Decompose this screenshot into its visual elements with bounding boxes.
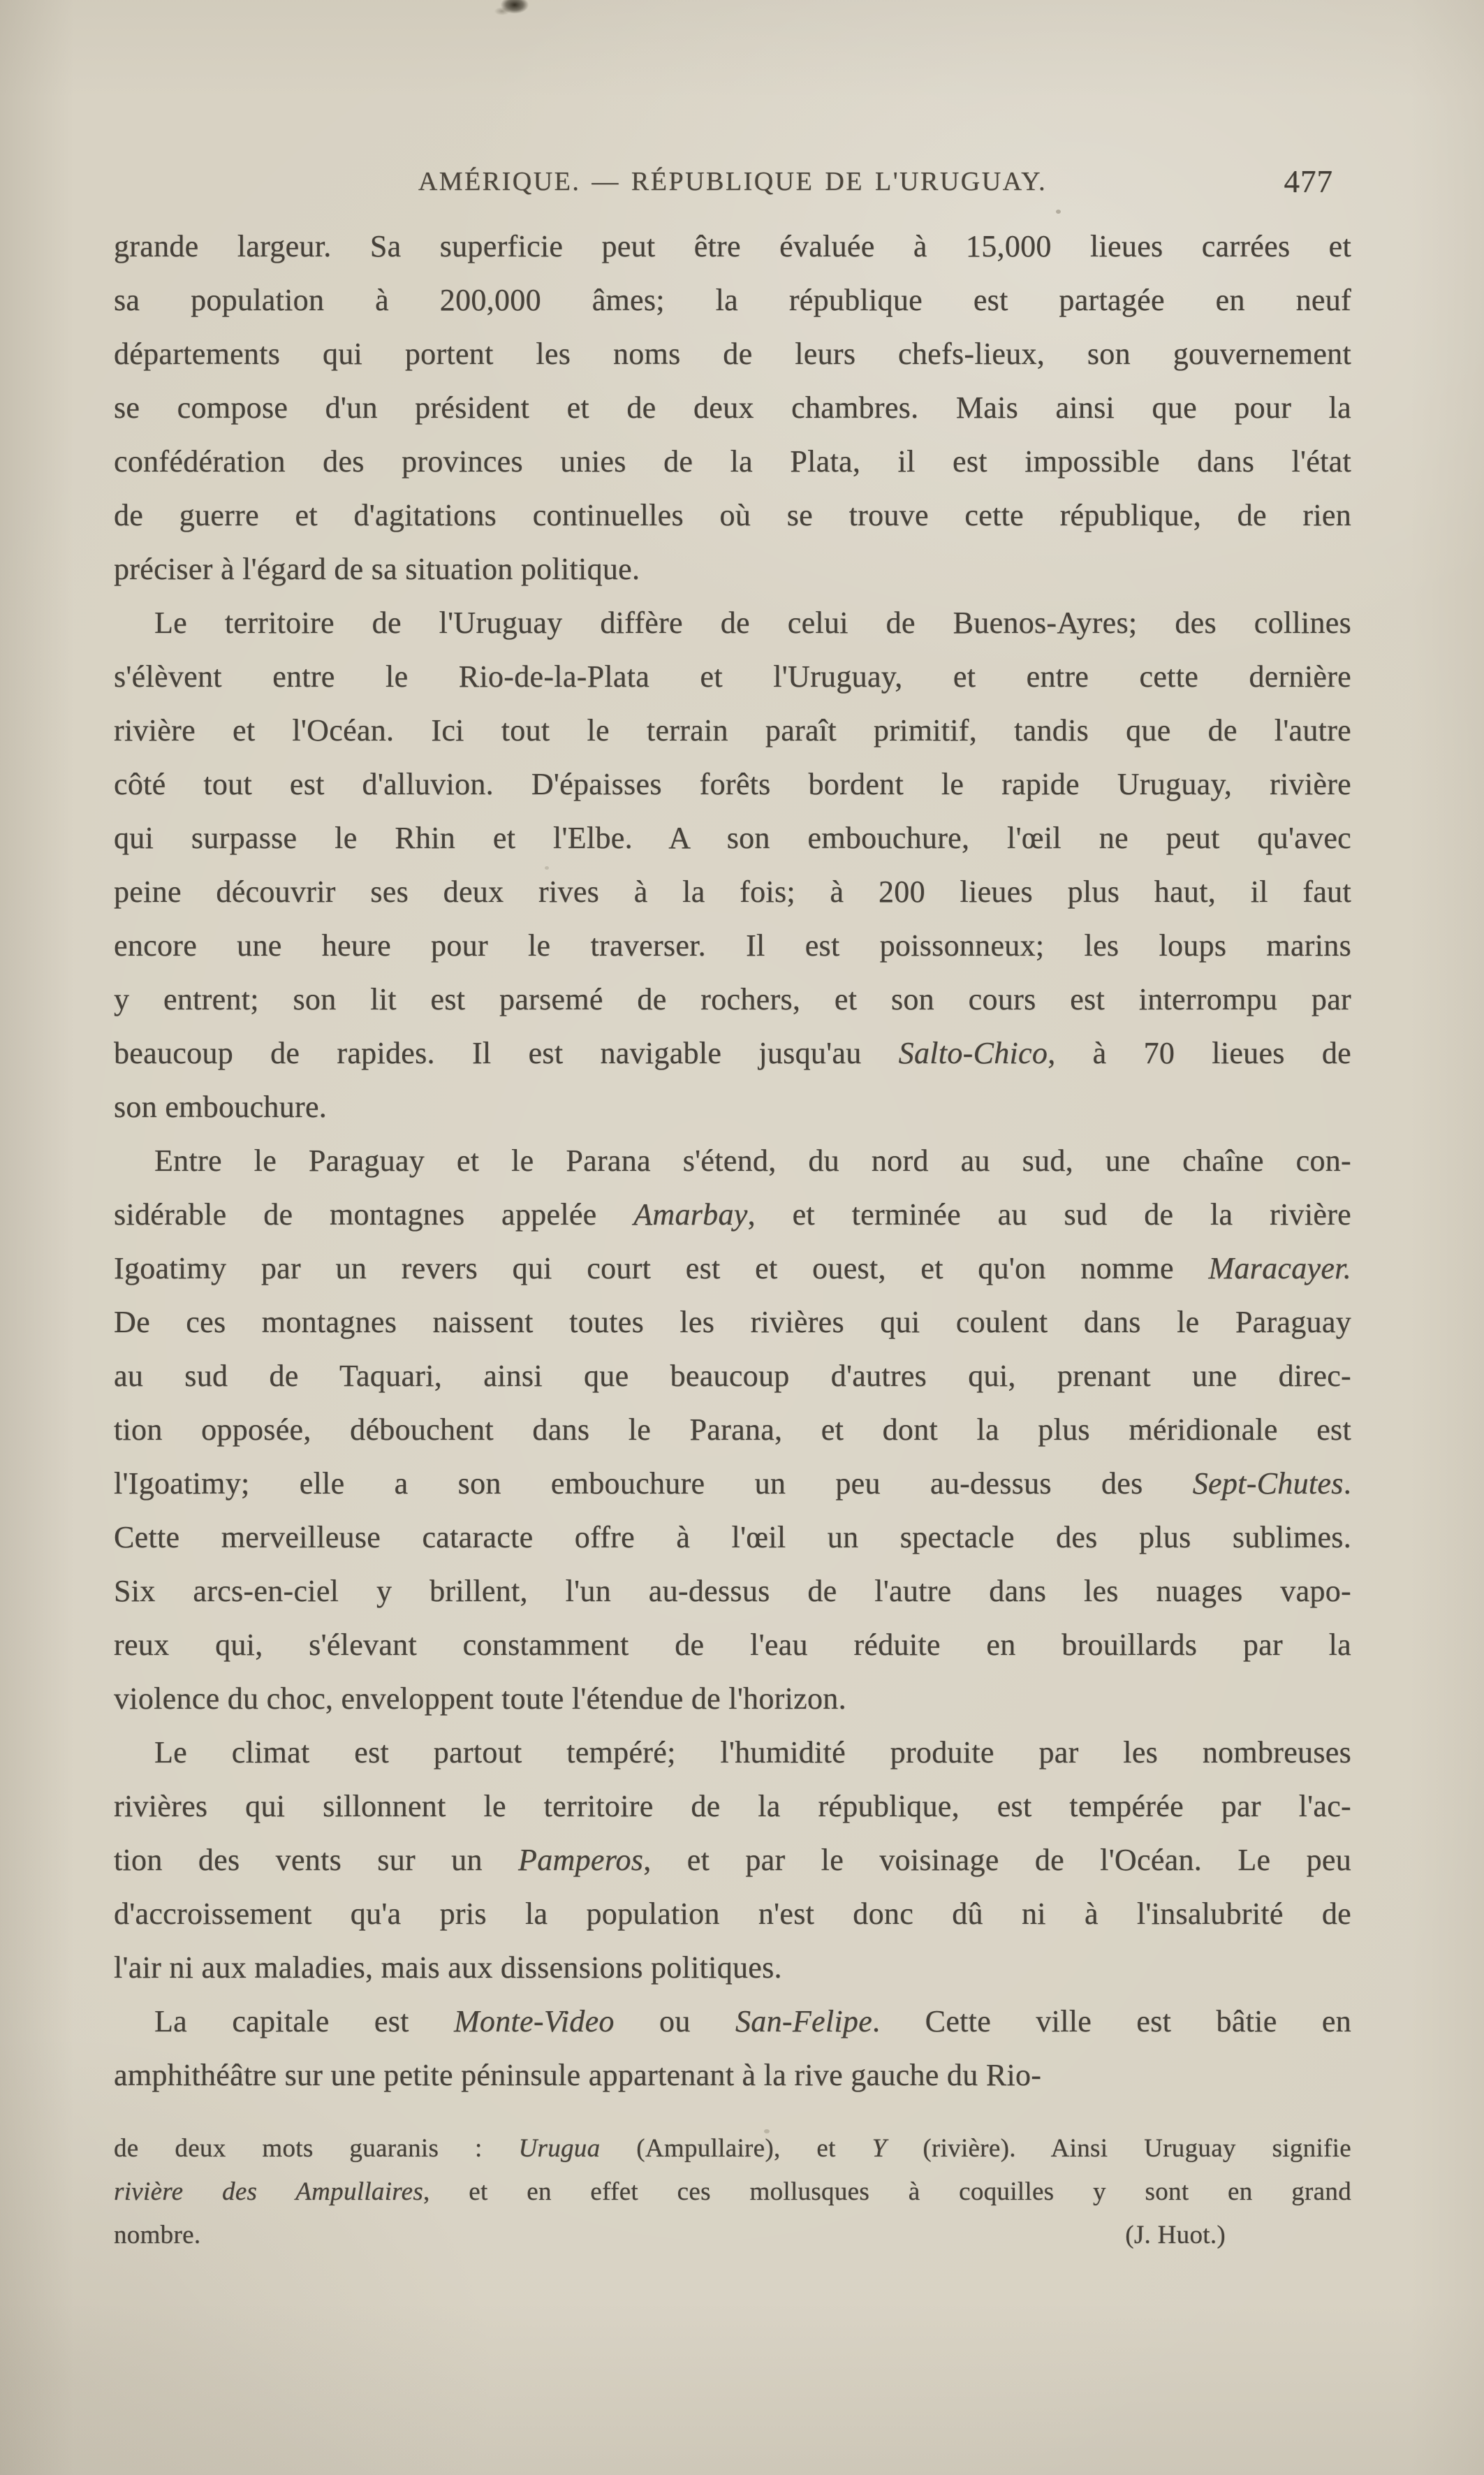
italic-text-run: rivière des Ampullaires xyxy=(114,2177,424,2206)
text-line xyxy=(114,865,1351,919)
text-run: , et en effet ces mollusques à coquilles y sont en grand xyxy=(423,2177,1351,2206)
text-run: De ces montagnes naissent toutes les rivières qui coulent dans le Paraguay xyxy=(114,1305,1351,1339)
text-line xyxy=(114,1080,1351,1134)
text-run: s'élèvent entre le Rio-de-la-Plata et l'Uruguay, et entre cette dernière xyxy=(114,659,1351,694)
text-line xyxy=(114,1672,1351,1725)
text-line xyxy=(114,757,1351,811)
text-run: nombre. xyxy=(114,2221,201,2249)
text-run: ou xyxy=(614,2004,735,2038)
text-line xyxy=(114,1510,1351,1564)
text-line xyxy=(114,1403,1351,1456)
text-line xyxy=(114,1779,1351,1833)
text-line xyxy=(114,435,1351,488)
footnote-attribution: (J. Huot.) xyxy=(1125,2221,1226,2249)
text-run: d'accroissement qu'a pris la population n'est donc dû ni à l'insalubrité de xyxy=(114,1897,1351,1931)
text-line xyxy=(114,1295,1351,1349)
text-run: tion opposée, débouchent dans le Parana, et dont la plus méridionale est xyxy=(114,1412,1351,1447)
text-run: encore une heure pour le traverser. Il est poissonneux; les loups marins xyxy=(114,928,1351,963)
italic-text-run: Maracayer. xyxy=(1208,1251,1351,1285)
text-line xyxy=(114,1725,1351,1779)
text-run: l'Igoatimy; elle a son embouchure un peu au-dessus des xyxy=(114,1466,1193,1501)
text-run: beaucoup de rapides. Il est navigable jusqu'au xyxy=(114,1036,899,1070)
italic-text-run: Y xyxy=(872,2134,887,2163)
text-line xyxy=(114,1833,1351,1887)
footnote xyxy=(114,2127,1351,2257)
text-line xyxy=(114,1134,1351,1188)
text-line xyxy=(114,972,1351,1026)
text-line xyxy=(114,488,1351,542)
footnote-line xyxy=(114,2214,1351,2257)
text-line xyxy=(114,542,1351,596)
italic-text-run: Urugua xyxy=(518,2134,601,2163)
text-run: amphithéâtre sur une petite péninsule appartenant à la rive gauche du Rio- xyxy=(114,2058,1042,2092)
text-run: peine découvrir ses deux rives à la fois; à 200 lieues plus haut, il faut xyxy=(114,875,1351,909)
text-line xyxy=(114,703,1351,757)
text-line xyxy=(114,219,1351,273)
ink-blot-artifact xyxy=(496,0,534,17)
paragraph xyxy=(114,596,1351,1134)
text-run: se compose d'un président et de deux chambres. Mais ainsi que pour la xyxy=(114,390,1351,425)
running-title: AMÉRIQUE. — RÉPUBLIQUE DE L'URUGUAY. xyxy=(418,167,1048,196)
page-header xyxy=(114,162,1351,201)
text-line xyxy=(114,1188,1351,1241)
text-run: reux qui, s'élevant constamment de l'eau réduite en brouillards par la xyxy=(114,1628,1351,1662)
text-line xyxy=(114,381,1351,435)
italic-text-run: Pamperos xyxy=(518,1843,644,1877)
text-run: rivières qui sillonnent le territoire de la république, est tempérée par l'ac- xyxy=(114,1789,1351,1823)
text-line xyxy=(114,1887,1351,1941)
text-run: . Cette ville est bâtie en xyxy=(872,2004,1351,2038)
text-run: Igoatimy par un revers qui court est et ouest, et qu'on nomme xyxy=(114,1251,1209,1285)
footnote-line xyxy=(114,2170,1351,2214)
text-line xyxy=(114,2048,1351,2102)
paragraph xyxy=(114,1725,1351,1994)
text-run: La capitale est xyxy=(154,2004,454,2038)
paragraph xyxy=(114,219,1351,596)
text-run: , à 70 lieues de xyxy=(1048,1036,1351,1070)
text-run: , et par le voisinage de l'Océan. Le peu xyxy=(643,1843,1351,1877)
text-run: . xyxy=(1343,1466,1351,1501)
italic-text-run: Sept-Chutes xyxy=(1192,1466,1344,1501)
text-run: (Ampullaire), et xyxy=(600,2134,872,2163)
page-number: 477 xyxy=(1284,164,1333,199)
text-line xyxy=(114,650,1351,703)
text-run: départements qui portent les noms de leurs chefs-lieux, son gouvernement xyxy=(114,337,1351,371)
text-run: de guerre et d'agitations continuelles où se trouve cette république, de rien xyxy=(114,498,1351,532)
text-run: de deux mots guaranis : xyxy=(114,2134,519,2163)
text-run: sa population à 200,000 âmes; la république est partagée en neuf xyxy=(114,283,1351,317)
text-run: Cette merveilleuse cataracte offre à l'œil un spectacle des plus sublimes. xyxy=(114,1520,1351,1554)
text-line xyxy=(114,1941,1351,1994)
text-run: préciser à l'égard de sa situation politique. xyxy=(114,552,640,586)
paragraph xyxy=(114,1994,1351,2102)
text-run: qui surpasse le Rhin et l'Elbe. A son embouchure, l'œil ne peut qu'avec xyxy=(114,821,1351,855)
text-run: l'air ni aux maladies, mais aux dissensions politiques. xyxy=(114,1950,782,1985)
text-line xyxy=(114,1618,1351,1672)
text-line xyxy=(114,919,1351,972)
text-run: au sud de Taquari, ainsi que beaucoup d'autres qui, prenant une direc- xyxy=(114,1359,1351,1393)
text-line xyxy=(114,327,1351,381)
italic-text-run: Monte-Video xyxy=(453,2004,615,2038)
text-run: son embouchure. xyxy=(114,1090,328,1124)
text-run: Le climat est partout tempéré; l'humidité produite par les nombreuses xyxy=(154,1735,1351,1769)
text-line xyxy=(114,596,1351,650)
text-line xyxy=(114,1456,1351,1510)
text-run: Six arcs-en-ciel y brillent, l'un au-dessus de l'autre dans les nuages vapo- xyxy=(114,1574,1351,1608)
text-run: y entrent; son lit est parsemé de rochers, et son cours est interrompu par xyxy=(114,982,1351,1016)
italic-text-run: Amarbay xyxy=(633,1197,748,1232)
text-line xyxy=(114,273,1351,327)
text-line xyxy=(114,1241,1351,1295)
text-run: violence du choc, enveloppent toute l'étendue de l'horizon. xyxy=(114,1681,846,1716)
italic-text-run: San-Felipe xyxy=(735,2004,873,2038)
text-run: sidérable de montagnes appelée xyxy=(114,1197,634,1232)
footnote-text xyxy=(114,2214,200,2257)
text-run: (rivière). Ainsi Uruguay signifie xyxy=(886,2134,1351,2163)
text-line xyxy=(114,1994,1351,2048)
text-line xyxy=(114,1564,1351,1618)
text-line xyxy=(114,1026,1351,1080)
italic-text-run: Salto-Chico xyxy=(898,1036,1048,1070)
text-run: confédération des provinces unies de la Plata, il est impossible dans l'état xyxy=(114,444,1351,479)
text-run: côté tout est d'alluvion. D'épaisses forêts bordent le rapide Uruguay, rivière xyxy=(114,767,1351,801)
paragraph xyxy=(114,1134,1351,1725)
text-run: , et terminée au sud de la rivière xyxy=(747,1197,1351,1232)
body-text xyxy=(114,219,1351,2102)
text-line xyxy=(114,1349,1351,1403)
text-line xyxy=(114,811,1351,865)
text-run: Le territoire de l'Uruguay diffère de celui de Buenos-Ayres; des collines xyxy=(154,606,1351,640)
footnote-line xyxy=(114,2127,1351,2170)
text-run: Entre le Paraguay et le Parana s'étend, du nord au sud, une chaîne con- xyxy=(154,1144,1351,1178)
paper-speck xyxy=(1056,210,1061,214)
text-run: tion des vents sur un xyxy=(114,1843,519,1877)
text-run: rivière et l'Océan. Ici tout le terrain paraît primitif, tandis que de l'autre xyxy=(114,713,1351,747)
text-run: grande largeur. Sa superficie peut être évaluée à 15,000 lieues carrées et xyxy=(114,229,1351,263)
